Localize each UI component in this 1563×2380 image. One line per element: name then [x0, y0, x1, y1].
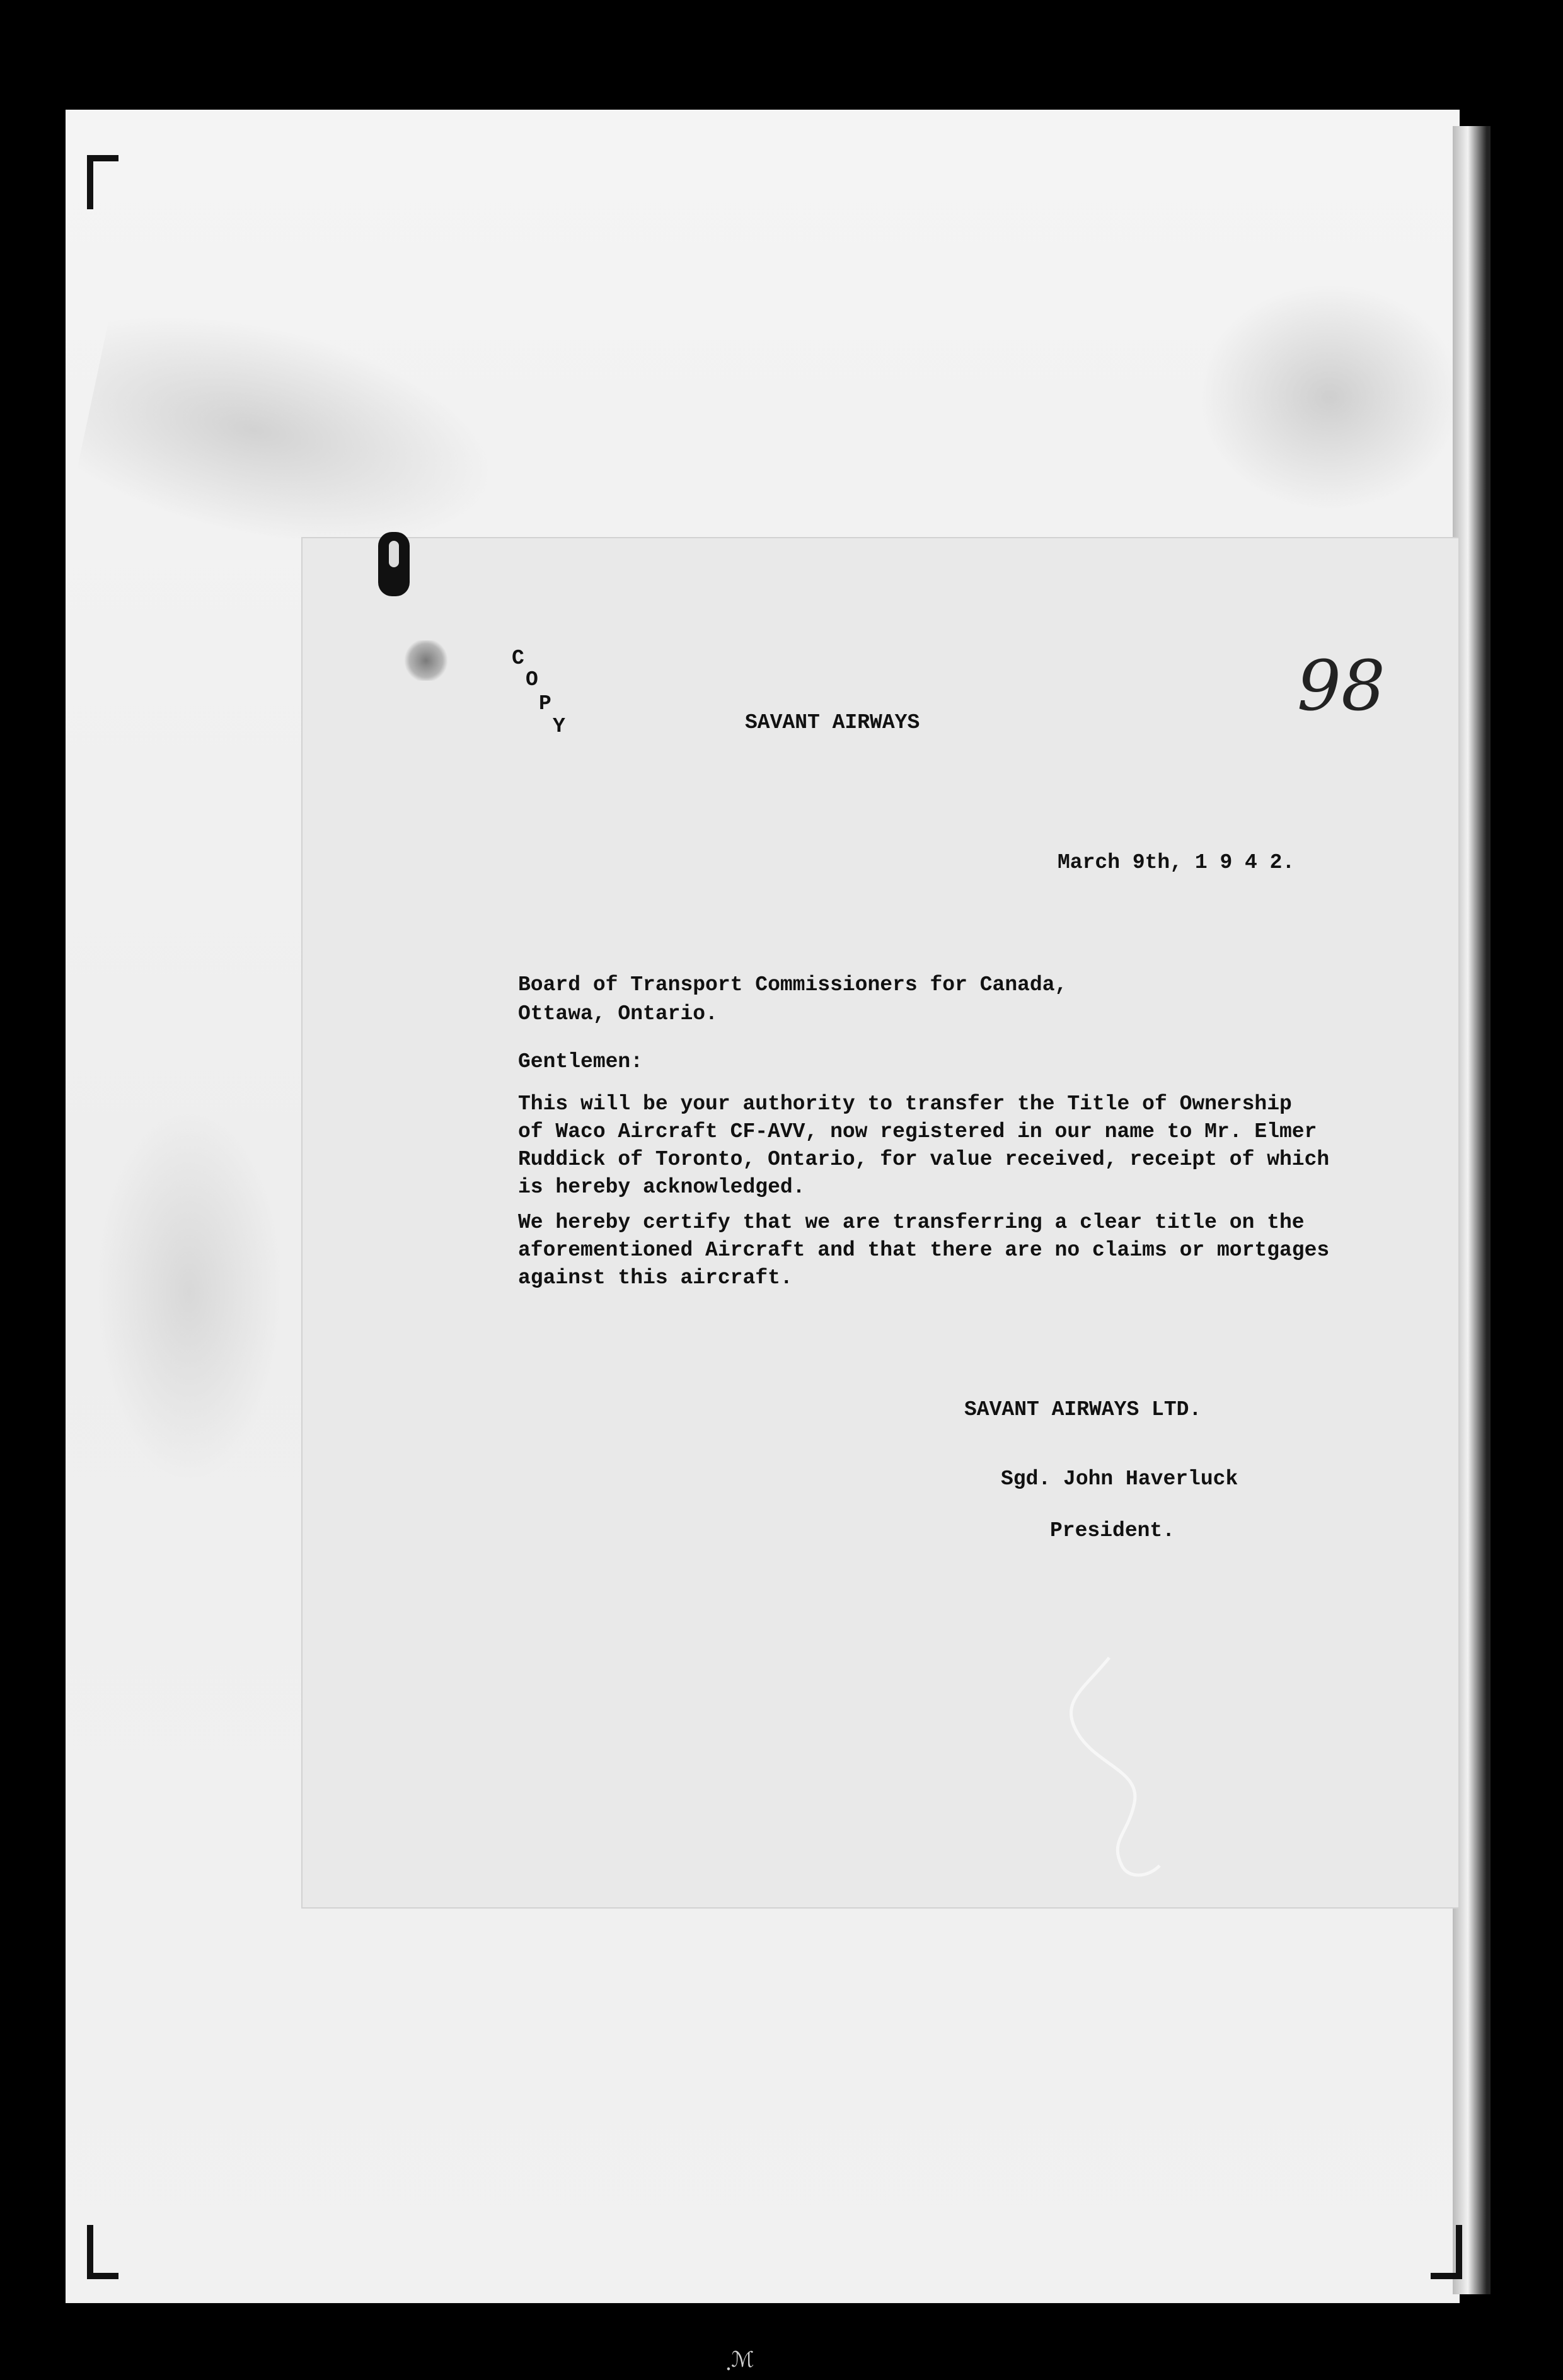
body-paragraph: We hereby certify that we are transferring a clear title on the aforementioned Aircraft and that there are no claims or mortgages against this aircraft.	[518, 1211, 1330, 1290]
signature-title: President.	[1050, 1519, 1175, 1542]
crop-mark-top-left	[87, 155, 118, 209]
letterhead: SAVANT AIRWAYS	[745, 711, 920, 734]
signature-name: Sgd. John Haverluck	[1001, 1467, 1238, 1491]
paper-stain	[1197, 284, 1462, 511]
copy-stamp-letter: Y	[553, 715, 565, 738]
copy-stamp-letter: P	[539, 692, 551, 715]
body-paragraph: This will be your authority to transfer the Title of Ownership of Waco Aircraft CF-AVV, now registered in our name to Mr. Elmer Ruddick of Toronto, Ontario, for value received, receipt of which is hereby acknowledged.	[518, 1092, 1330, 1199]
film-frame-mark: ฺℳ	[731, 2347, 754, 2372]
handwritten-page-number: 98	[1297, 645, 1385, 726]
letter-date: March 9th, 1 9 4 2.	[1058, 851, 1295, 874]
paper-clip-icon	[378, 532, 410, 596]
crop-mark-bottom-left	[87, 2225, 118, 2279]
copy-stamp-letter: C	[512, 647, 524, 670]
recipient-line: Board of Transport Commissioners for Canada,	[518, 973, 1068, 996]
signature-company: SAVANT AIRWAYS LTD.	[964, 1398, 1202, 1421]
paper-stain	[95, 1103, 284, 1481]
recipient-line: Ottawa, Ontario.	[518, 1002, 718, 1025]
pencil-scribble-icon	[1034, 1651, 1185, 1891]
crop-mark-bottom-right	[1431, 2225, 1462, 2279]
copy-stamp-letter: O	[526, 668, 538, 691]
salutation: Gentlemen:	[518, 1050, 643, 1073]
punch-hole	[403, 640, 449, 681]
